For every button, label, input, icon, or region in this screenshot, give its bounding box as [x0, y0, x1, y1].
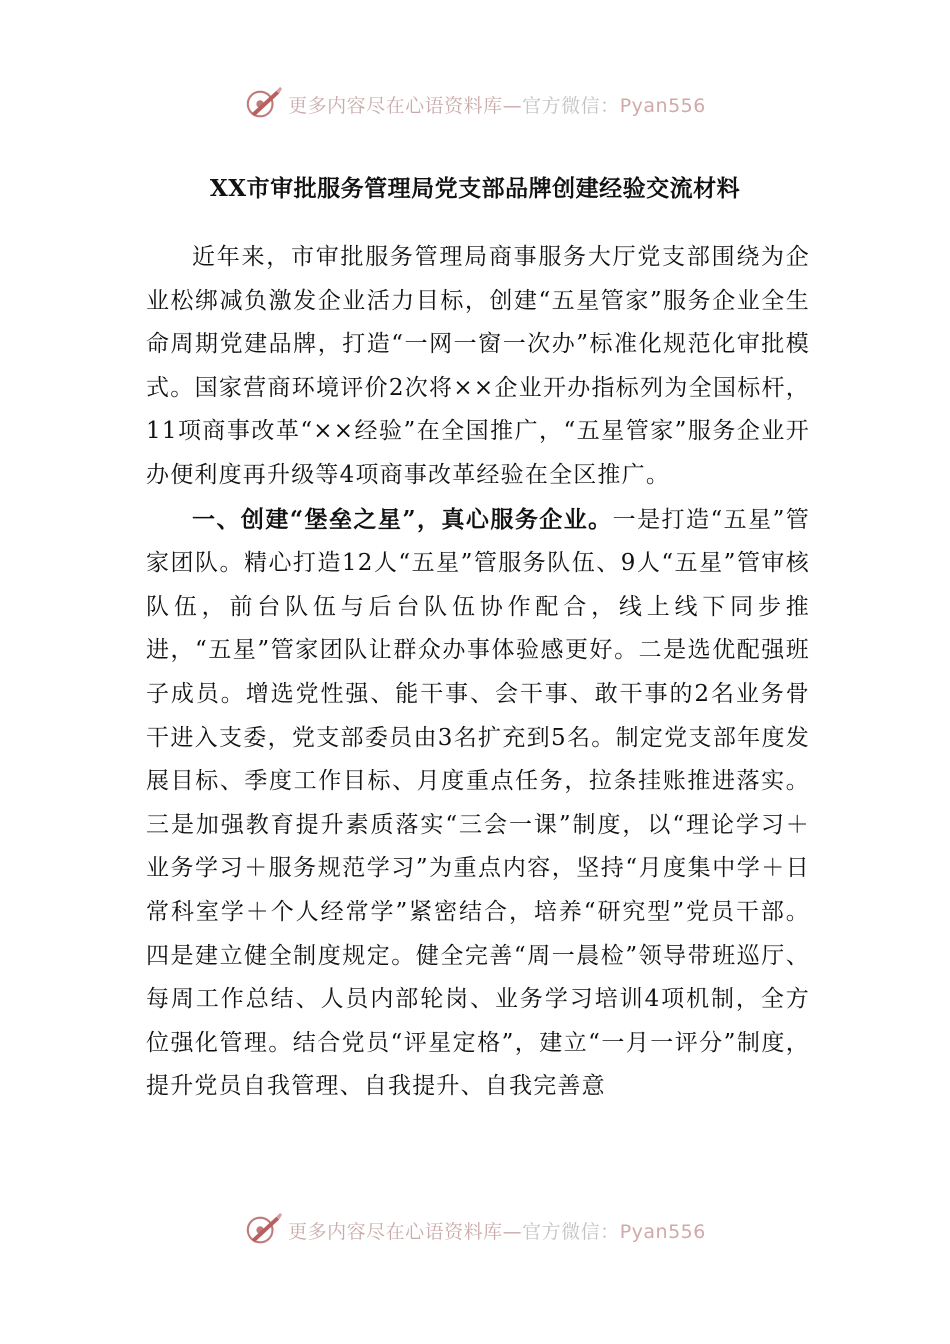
watermark-wechat-label: 官方微信： [522, 94, 620, 117]
watermark-wechat-id: Pyan556 [619, 94, 706, 117]
header-watermark-banner [0, 82, 950, 126]
intro-paragraph: 近年来，市审批服务管理局商事服务大厅党支部围绕为企业松绑减负激发企业活力目标，创建“五星管家”服务企业全生命周期党建品牌，打造“一网一窗一次办”标准化规范化审批模式。国家营商环境评价2次将××企业开办指标列为全国标杆，11项商事改革“××经验”在全国推广，“五星管家”服务企业开办便利度再升级等4项商事改革经验在全区推广。 [146, 244, 810, 488]
pen-logo-icon [244, 1211, 282, 1249]
document-title: XX市审批服务管理局党支部品牌创建经验交流材料 [209, 175, 741, 202]
watermark-text [288, 1217, 706, 1244]
watermark-dash: — [502, 94, 523, 117]
watermark-text [288, 91, 706, 118]
document-body [146, 236, 810, 1109]
section-1-heading: 一、创建“堡垒之星”，真心服务企业。 [192, 505, 613, 533]
pen-logo-icon [244, 85, 282, 123]
section-1-paragraph [146, 498, 810, 1109]
section-1-body: 一是打造“五星”管家团队。精心打造12人“五星”管服务队伍、9人“五星”管审核队伍，前台队伍与后台队伍协作配合，线上线下同步推进，“五星”管家团队让群众办事体验感更好。二是选优配强班子成员。增选党性强、能干事、会干事、敢干事的2名业务骨干进入支委，党支部委员由3名扩充到5名。制定党支部年度发展目标、季度工作目标、月度重点任务，拉条挂账推进落实。三是加强教育提升素质落实“三会一课”制度，以“理论学习＋业务学习＋服务规范学习”为重点内容，坚持“月度集中学＋日常科室学＋个人经常学”紧密结合，培养“研究型”党员干部。四是建立健全制度规定。健全完善“周一晨检”领导带班巡厅、每周工作总结、人员内部轮岗、业务学习培训4项机制，全方位强化管理。结合党员“评星定格”，建立“一月一评分”制度，提升党员自我管理、自我提升、自我完善意 [146, 506, 810, 1100]
watermark-dash: — [502, 1220, 523, 1243]
watermark-wechat-label: 官方微信： [522, 1220, 620, 1243]
watermark-main: 更多内容尽在心语资料库 [288, 94, 503, 117]
watermark-wechat-id: Pyan556 [619, 1220, 706, 1243]
footer-watermark-banner [0, 1208, 950, 1252]
watermark-main: 更多内容尽在心语资料库 [288, 1220, 503, 1243]
